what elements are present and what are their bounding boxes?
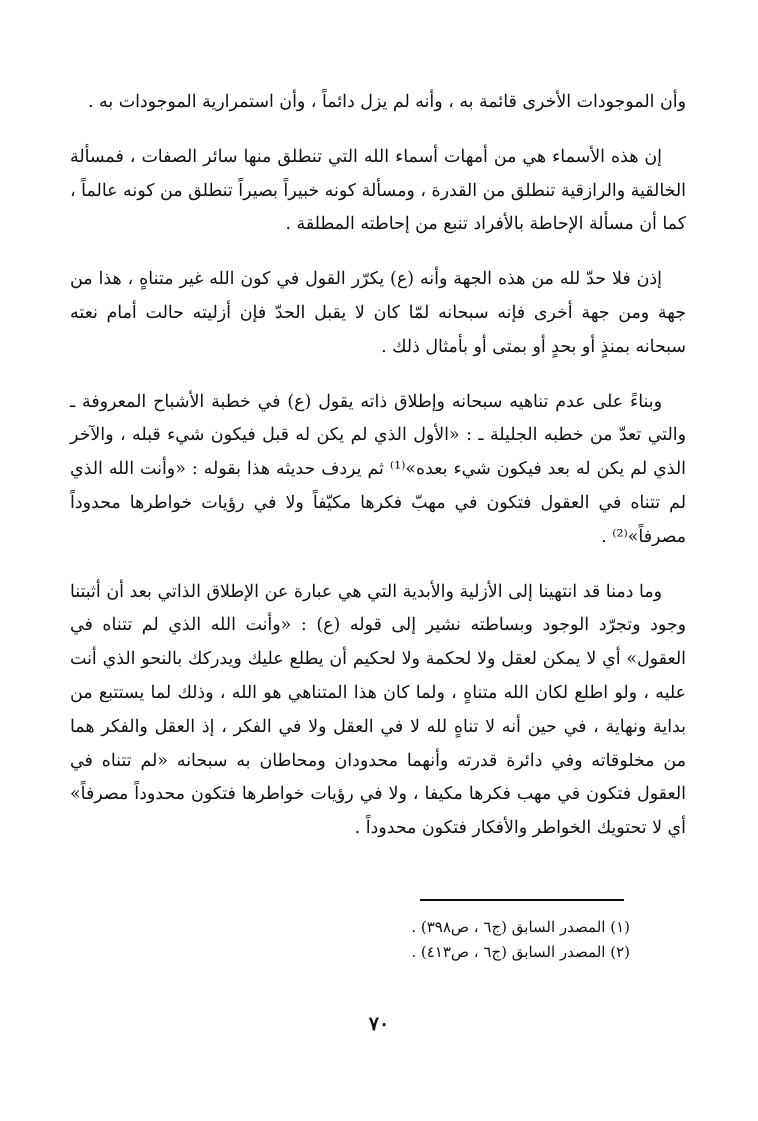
paragraph-2: إن هذه الأسماء هي من أمهات أسماء الله التي تنطلق منها سائر الصفات ، فمسألة الخالقية والرازقية تنطلق من القدرة ، ومسألة كونه خبيراً بصيراً تنطلق من كونه عالماً ، كما أن مسألة الإحاطة بالأفراد تنبع من إحاطته المطلقة . (70, 146, 686, 235)
main-text (70, 86, 686, 846)
paragraph-4: وبناءً على عدم تناهيه سبحانه وإطلاق ذاته يقول (ع) في خطبة الأشباح المعروفة ـ والتي تعدّ من خطبه الجليلة ـ : «الأول الذي لم يكن له قبل فيكون شيء قبله ، والآخر الذي لم يكن له بعد فيكون شيء بعده»⁽¹⁾ ثم يردف حديثه هذا بقوله : «وأنت الله الذي لم تتناه في العقول فتكون في مهبّ فكرها مكيّفاً ولا في رؤيات خواطرها محدوداً مصرفاً»⁽²⁾ . (70, 391, 686, 547)
paragraph-5: وما دمنا قد انتهينا إلى الأزلية والأبدية التي هي عبارة عن الإطلاق الذاتي بعد أن أثبتنا وجود وتجرّد الوجود وبساطته نشير إلى قوله (ع) : «وأنت الله الذي لم تتناه في العقول» أي لا يمكن لعقل ولا لحكمة ولا لحكيم أن يطلع عليك ويدركك بالنحو الذي أنت عليه ، ولو اطلع لكان الله متناهٍ ، ولما كان هذا المتناهي هو الله ، وذلك لما يستتبع من بداية ونهاية ، في حين أنه لا تناهٍ لله لا في العقل ولا في الفكر ، إذ العقل والفكر هما من مخلوقاته وفي دائرة قدرته وأنهما محدودان ومحاطان به سبحانه «لم تتناه في العقول فتكون في مهب فكرها مكيفا ، ولا في رؤيات خواطرها فتكون محدوداً مصرفاً» أي لا تحتويك الخواطر والأفكار فتكون محدوداً . (70, 581, 686, 839)
paragraph-3: إذن فلا حدّ لله من هذه الجهة وأنه (ع) يكرّر القول في كون الله غير متناهٍ ، هذا من جهة ومن جهة أخرى فإنه سبحانه لمّا كان لا يقبل الحدّ فإن أزليته حالت أمام نعته سبحانه بمنذٍ أو بحدٍ أو بمتى أو بأمثال ذلك . (70, 269, 686, 357)
footnote-1: (١) المصدر السابق (ج٦ ، ص٣٩٨) . (411, 918, 630, 936)
footnote-2: (٢) المصدر السابق (ج٦ ، ص٤١٣) . (411, 943, 630, 961)
page-number: ٧٠ (368, 1013, 390, 1035)
paragraph-1: وأن الموجودات الأخرى قائمة به ، وأنه لم يزل دائماً ، وأن استمرارية الموجودات به . (87, 92, 686, 112)
footnotes (340, 915, 630, 965)
footnote-separator (420, 899, 624, 901)
